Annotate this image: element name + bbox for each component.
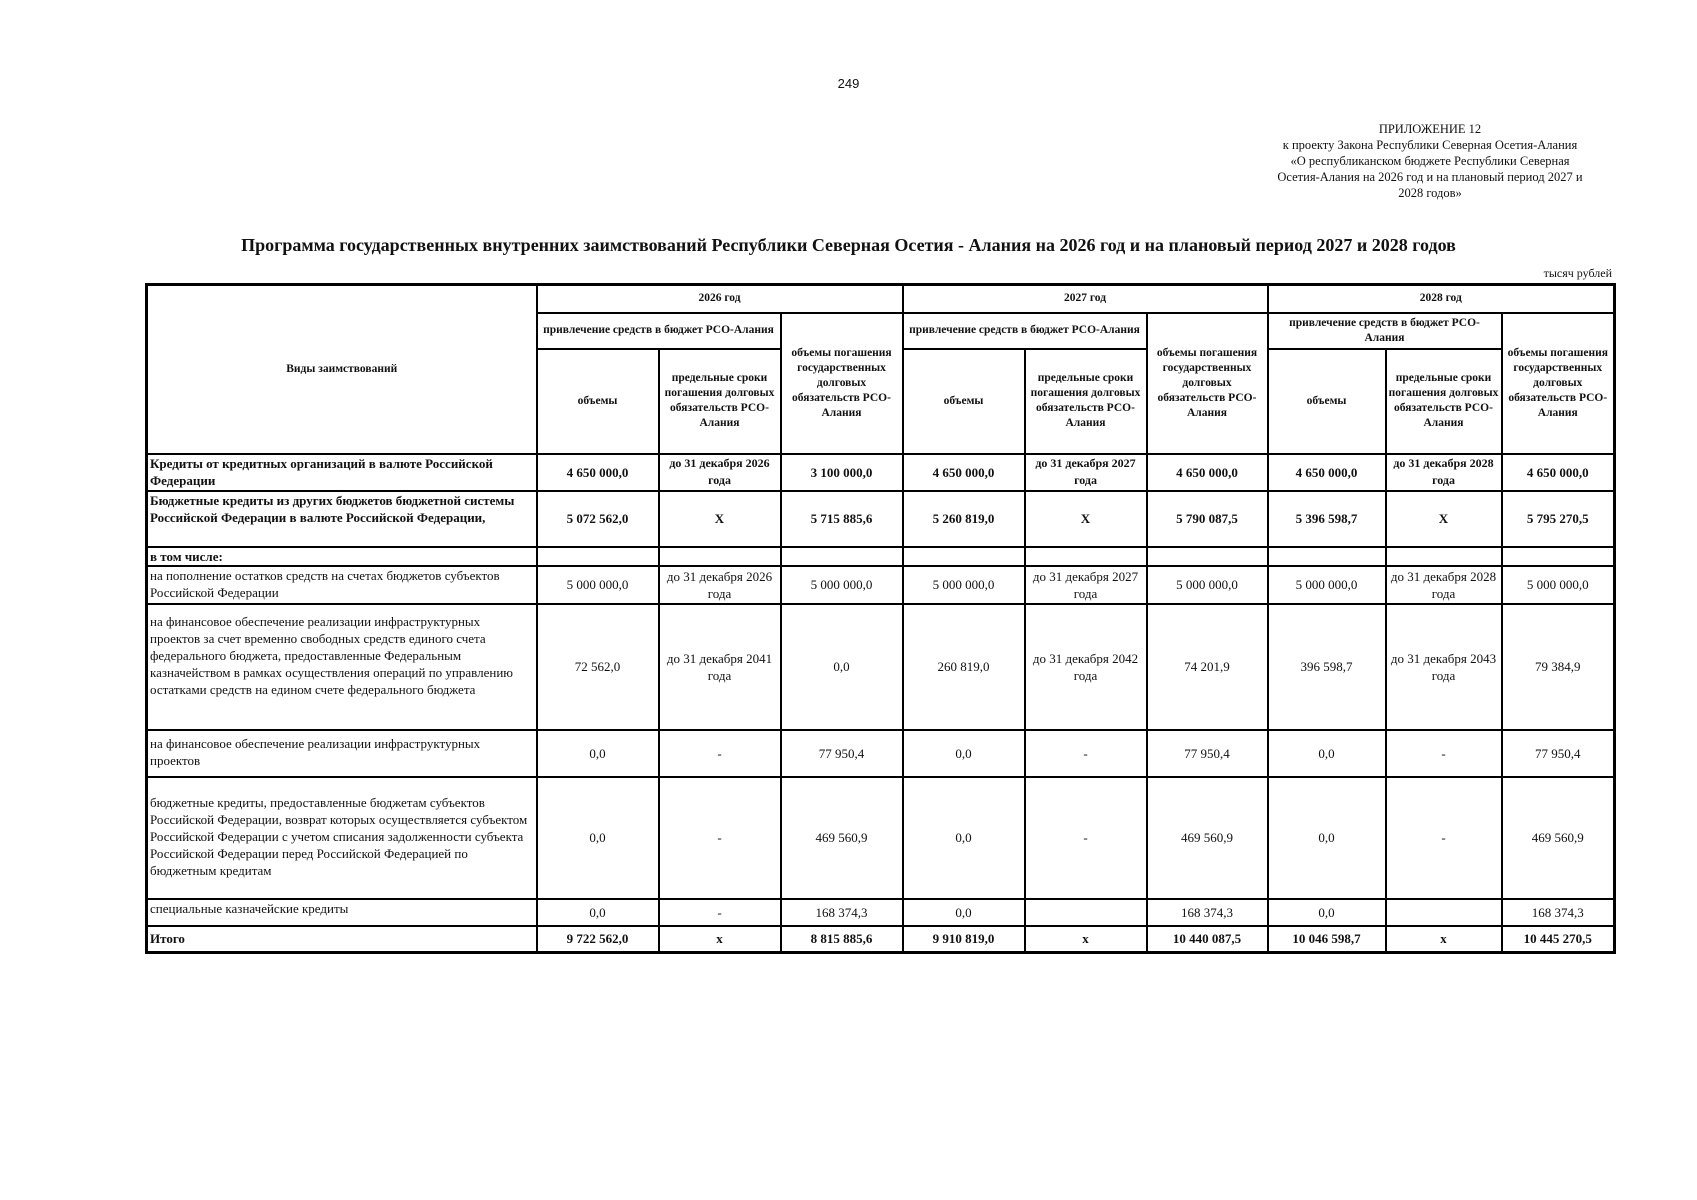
empty-cell: [1386, 547, 1502, 566]
header-year-2026: 2026 год: [537, 285, 903, 313]
appendix-line: ПРИЛОЖЕНИЕ 12: [1378, 122, 1482, 136]
cell-term-2028: [1386, 899, 1502, 926]
cell-term-2027: Х: [1025, 491, 1147, 547]
table-row: [147, 566, 1615, 604]
cell-volume-2027: 0,0: [903, 730, 1025, 777]
cell-repayment-2026: 8 815 885,6: [781, 926, 903, 953]
cell-repayment-2026: 3 100 000,0: [781, 454, 903, 491]
appendix-note: [1235, 121, 1625, 201]
cell-repayment-2027: 5 000 000,0: [1147, 566, 1268, 604]
cell-volume-2027: 260 819,0: [903, 604, 1025, 730]
cell-repayment-2028: 5 795 270,5: [1502, 491, 1615, 547]
table-row: [147, 730, 1615, 777]
cell-term-2028: до 31 декабря 2028 года: [1386, 454, 1502, 491]
cell-volume-2026: 72 562,0: [537, 604, 659, 730]
row-label: специальные казначейские кредиты: [147, 899, 537, 926]
cell-volume-2028: 0,0: [1268, 730, 1386, 777]
row-label: на пополнение остатков средств на счетах бюджетов субъектов Российской Федерации: [147, 566, 537, 604]
cell-term-2026: до 31 декабря 2026 года: [659, 566, 781, 604]
header-terms-2026: предельные сроки погашения долговых обязательств РСО-Алания: [659, 349, 781, 454]
empty-cell: [659, 547, 781, 566]
row-label: бюджетные кредиты, предоставленные бюджетам субъектов Российской Федерации, возврат которых осуществляется субъектом Российской Федерации с учетом списания задолженности субъекта Российской Федерации перед Российской Федерацией по бюджетным кредитам: [147, 777, 537, 899]
page-number: 249: [837, 76, 860, 91]
empty-cell: [781, 547, 903, 566]
table-row: [147, 777, 1615, 899]
cell-volume-2026: 5 072 562,0: [537, 491, 659, 547]
cell-term-2026: до 31 декабря 2026 года: [659, 454, 781, 491]
cell-repayment-2027: 5 790 087,5: [1147, 491, 1268, 547]
cell-repayment-2026: 469 560,9: [781, 777, 903, 899]
cell-volume-2027: 0,0: [903, 777, 1025, 899]
cell-repayment-2028: 77 950,4: [1502, 730, 1615, 777]
cell-repayment-2026: 5 000 000,0: [781, 566, 903, 604]
cell-volume-2028: 0,0: [1268, 899, 1386, 926]
cell-repayment-2028: 5 000 000,0: [1502, 566, 1615, 604]
cell-term-2028: х: [1386, 926, 1502, 953]
cell-repayment-2027: 4 650 000,0: [1147, 454, 1268, 491]
empty-cell: [903, 547, 1025, 566]
table-row: [147, 547, 1615, 566]
cell-term-2026: -: [659, 899, 781, 926]
cell-repayment-2028: 469 560,9: [1502, 777, 1615, 899]
header-terms-2028: предельные сроки погашения долговых обязательств РСО-Алания: [1386, 349, 1502, 454]
appendix-line: 2028 годов»: [1398, 186, 1462, 200]
cell-term-2026: х: [659, 926, 781, 953]
table-row: [147, 491, 1615, 547]
empty-cell: [1025, 547, 1147, 566]
cell-volume-2028: 5 396 598,7: [1268, 491, 1386, 547]
appendix-line: «О республиканском бюджете Республики Северная: [1290, 154, 1570, 168]
row-label: в том числе:: [147, 547, 537, 566]
empty-cell: [1502, 547, 1615, 566]
cell-volume-2026: 5 000 000,0: [537, 566, 659, 604]
table-row: [147, 454, 1615, 491]
cell-repayment-2027: 10 440 087,5: [1147, 926, 1268, 953]
cell-term-2026: -: [659, 730, 781, 777]
cell-term-2027: до 31 декабря 2042 года: [1025, 604, 1147, 730]
cell-repayment-2026: 0,0: [781, 604, 903, 730]
cell-volume-2027: 9 910 819,0: [903, 926, 1025, 953]
borrowing-program-table: [145, 283, 1616, 954]
document-title: Программа государственных внутренних заимствований Республики Северная Осетия - Алания на 2026 год и на плановый период 2027 и 2028 годов: [241, 235, 1456, 255]
cell-volume-2028: 0,0: [1268, 777, 1386, 899]
row-label: на финансовое обеспечение реализации инфраструктурных проектов за счет временно свободных средств единого счета федерального бюджета, предоставленные Федеральным казначейством в рамках осуществления операций по управлению остатками средств на едином счете федерального бюджета: [147, 604, 537, 730]
cell-volume-2028: 396 598,7: [1268, 604, 1386, 730]
header-volumes-2027: объемы: [903, 349, 1025, 454]
appendix-line: к проекту Закона Республики Северная Осетия-Алания: [1282, 138, 1578, 152]
row-label: на финансовое обеспечение реализации инфраструктурных проектов: [147, 730, 537, 777]
cell-volume-2026: 0,0: [537, 730, 659, 777]
row-label: Бюджетные кредиты из других бюджетов бюджетной системы Российской Федерации в валюте Российской Федерации,: [147, 491, 537, 547]
header-attraction-2027: привлечение средств в бюджет РСО-Алания: [903, 313, 1147, 349]
cell-volume-2027: 5 260 819,0: [903, 491, 1025, 547]
cell-volume-2028: 10 046 598,7: [1268, 926, 1386, 953]
cell-volume-2026: 0,0: [537, 777, 659, 899]
cell-term-2027: [1025, 899, 1147, 926]
header-attraction-2028: привлечение средств в бюджет РСО-Алания: [1268, 313, 1502, 349]
appendix-line: Осетия-Алания на 2026 год и на плановый период 2027 и: [1277, 170, 1583, 184]
cell-repayment-2027: 74 201,9: [1147, 604, 1268, 730]
cell-term-2028: до 31 декабря 2043 года: [1386, 604, 1502, 730]
cell-term-2026: до 31 декабря 2041 года: [659, 604, 781, 730]
table-row: [147, 604, 1615, 730]
header-borrowing-types: Виды заимствований: [147, 285, 537, 454]
cell-repayment-2026: 168 374,3: [781, 899, 903, 926]
header-attraction-2026: привлечение средств в бюджет РСО-Алания: [537, 313, 781, 349]
cell-volume-2026: 0,0: [537, 899, 659, 926]
header-repayment-2028: объемы погашения государственных долговых обязательств РСО-Алания: [1502, 313, 1615, 454]
cell-volume-2027: 4 650 000,0: [903, 454, 1025, 491]
header-repayment-2027: объемы погашения государственных долговых обязательств РСО-Алания: [1147, 313, 1268, 454]
cell-term-2027: до 31 декабря 2027 года: [1025, 566, 1147, 604]
cell-term-2028: -: [1386, 777, 1502, 899]
cell-repayment-2026: 5 715 885,6: [781, 491, 903, 547]
header-year-2027: 2027 год: [903, 285, 1268, 313]
cell-volume-2028: 4 650 000,0: [1268, 454, 1386, 491]
header-volumes-2026: объемы: [537, 349, 659, 454]
cell-term-2026: Х: [659, 491, 781, 547]
units-label: тысяч рублей: [1543, 266, 1612, 280]
cell-volume-2026: 4 650 000,0: [537, 454, 659, 491]
cell-repayment-2027: 469 560,9: [1147, 777, 1268, 899]
cell-repayment-2028: 10 445 270,5: [1502, 926, 1615, 953]
table-row: [147, 899, 1615, 926]
cell-volume-2028: 5 000 000,0: [1268, 566, 1386, 604]
cell-repayment-2028: 168 374,3: [1502, 899, 1615, 926]
cell-term-2027: -: [1025, 777, 1147, 899]
empty-cell: [1268, 547, 1386, 566]
header-year-2028: 2028 год: [1268, 285, 1615, 313]
cell-term-2027: до 31 декабря 2027 года: [1025, 454, 1147, 491]
cell-term-2026: -: [659, 777, 781, 899]
header-terms-2027: предельные сроки погашения долговых обязательств РСО-Алания: [1025, 349, 1147, 454]
cell-term-2028: Х: [1386, 491, 1502, 547]
row-label: Кредиты от кредитных организаций в валюте Российской Федерации: [147, 454, 537, 491]
cell-repayment-2026: 77 950,4: [781, 730, 903, 777]
cell-volume-2027: 5 000 000,0: [903, 566, 1025, 604]
cell-term-2028: до 31 декабря 2028 года: [1386, 566, 1502, 604]
cell-repayment-2027: 168 374,3: [1147, 899, 1268, 926]
empty-cell: [537, 547, 659, 566]
cell-term-2028: -: [1386, 730, 1502, 777]
cell-repayment-2027: 77 950,4: [1147, 730, 1268, 777]
header-volumes-2028: объемы: [1268, 349, 1386, 454]
empty-cell: [1147, 547, 1268, 566]
cell-repayment-2028: 79 384,9: [1502, 604, 1615, 730]
cell-volume-2027: 0,0: [903, 899, 1025, 926]
cell-volume-2026: 9 722 562,0: [537, 926, 659, 953]
header-repayment-2026: объемы погашения государственных долговых обязательств РСО-Алания: [781, 313, 903, 454]
total-row: [147, 926, 1615, 953]
cell-term-2027: -: [1025, 730, 1147, 777]
cell-term-2027: х: [1025, 926, 1147, 953]
row-label: Итого: [147, 926, 537, 953]
cell-repayment-2028: 4 650 000,0: [1502, 454, 1615, 491]
